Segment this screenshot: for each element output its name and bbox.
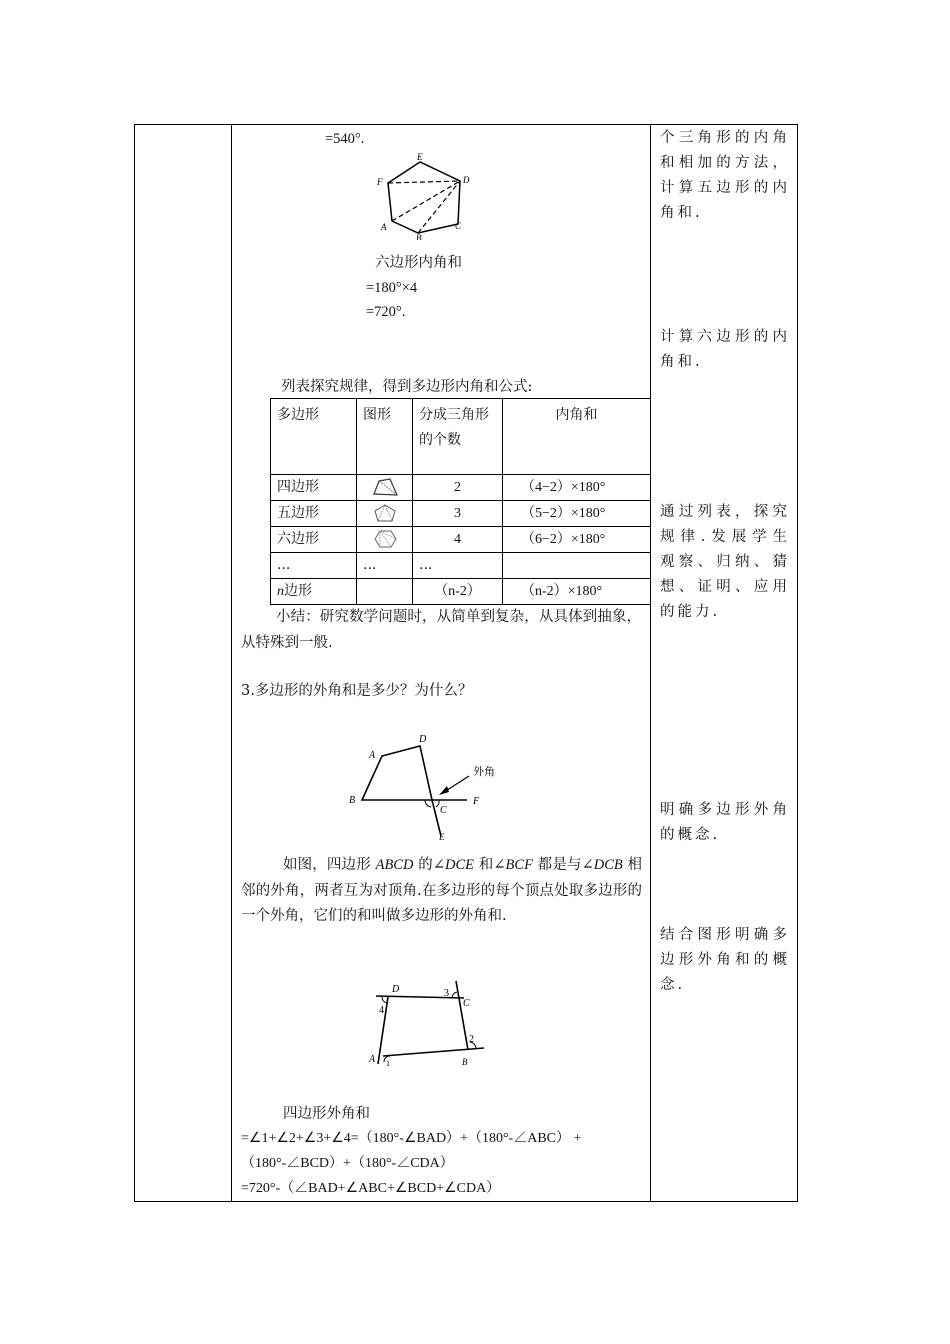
explain-abcd: ABCD: [375, 857, 414, 873]
explain-dcb: DCB: [593, 857, 623, 873]
table-row: [271, 579, 651, 605]
note-table: 通过列表，探究规律.发展学生观察、归纳、猜想、证明、应用的能力.: [660, 504, 790, 620]
explain-dce: DCE: [445, 857, 474, 873]
pent-label-f: F: [377, 177, 383, 187]
col-divider-1: [231, 124, 232, 1202]
explain-bcf: BCF: [505, 857, 533, 873]
row-name: 五边形: [271, 501, 357, 527]
fig2-label-2: 2: [469, 1034, 474, 1045]
row-count: ...: [413, 553, 503, 579]
calc-line1: =∠1+∠2+∠3+∠4=（180°-∠BAD）+（180°-∠ABC） +: [241, 1131, 582, 1146]
table-row: [271, 475, 651, 501]
calc-title: 四边形外角和: [283, 1106, 370, 1122]
row-count: 2: [413, 475, 503, 501]
outer-right-border: [797, 124, 798, 1202]
table-row: [271, 553, 651, 579]
row-sum: （4−2）×180°: [503, 475, 651, 501]
row-figure: [357, 475, 413, 501]
explain-part: 都是与∠: [532, 857, 594, 873]
fig2-label-a: A: [369, 1054, 376, 1065]
pent-label-c: C: [455, 221, 462, 231]
hexagon-icon: [370, 528, 400, 550]
th-polygon: 多边形: [271, 399, 357, 475]
fig1-label-d: D: [419, 734, 427, 745]
row-sum: （5−2）×180°: [503, 501, 651, 527]
row-sum: [503, 553, 651, 579]
question-3: 3.多边形的外角和是多少？为什么？: [241, 683, 473, 699]
fig2-label-4: 4: [379, 1005, 384, 1016]
calc-line3: =720°-（∠BAD+∠ABC+∠BCD+∠CDA）: [241, 1181, 501, 1196]
calc-line2: （180°-∠BCD）+（180°-∠CDA）: [241, 1156, 454, 1171]
fig1-label-f: F: [473, 796, 480, 807]
row-name: 四边形: [271, 475, 357, 501]
explain-part: 和∠: [474, 857, 506, 873]
summary-text: 小结：研究数学问题时，从简单到复杂，从具体到抽象，从特殊到一般.: [241, 609, 641, 651]
result-540: =540°.: [325, 131, 365, 147]
row-count: 4: [413, 527, 503, 553]
row-count: 3: [413, 501, 503, 527]
outer-left-border: [134, 124, 135, 1202]
note-exterior-angle: 明确多边形外角的概念.: [660, 802, 790, 843]
fig2-label-b: B: [462, 1057, 468, 1066]
fig1-arrow-label: 外角: [473, 765, 495, 778]
table-header-row: [271, 399, 651, 475]
hexagon-line1: =180°×4: [366, 280, 418, 296]
pent-label-e: E: [417, 152, 423, 162]
row-sum: （6−2）×180°: [503, 527, 651, 553]
table-row: [271, 501, 651, 527]
th-count: 分成三角形的个数: [413, 399, 503, 475]
row-name: [271, 579, 357, 605]
pentagon-icon: [370, 502, 400, 524]
row-sum: （n-2）×180°: [503, 579, 651, 605]
row-figure: [357, 501, 413, 527]
hexagon-line2: =720°.: [366, 304, 406, 320]
row-count: （n-2）: [413, 579, 503, 605]
fig1-label-c: C: [440, 805, 447, 816]
row-name-suffix: 边形: [284, 583, 312, 599]
row-name-n: n: [277, 584, 284, 599]
pent-label-a: A: [381, 222, 387, 232]
outer-top-border: [134, 124, 798, 125]
polygon-table: [270, 398, 651, 605]
fig2-label-1: 1: [386, 1059, 390, 1066]
table-intro: 列表探究规律，得到多边形内角和公式:: [281, 379, 533, 395]
fig1-label-e: E: [439, 832, 445, 840]
pent-label-b: B: [416, 233, 422, 240]
table-row: [271, 527, 651, 553]
explain-part: 相邻的外角，两者互为对顶角.在多边形的每个顶点处取多边形的一个外角，它们的和叫做多边形的外角和.: [241, 857, 643, 924]
col-divider-2: [650, 124, 651, 1202]
explain-part: 的∠: [413, 857, 445, 873]
fig1-label-b: B: [349, 795, 356, 806]
row-figure: ...: [357, 553, 413, 579]
note-hexagon: 计算六边形的内角和.: [660, 329, 790, 370]
note-exterior-sum: 结合图形明确多边形外角和的概念.: [660, 927, 790, 993]
exterior-angle-figure: [345, 728, 515, 840]
outer-bottom-border: [134, 1201, 798, 1202]
exterior-angle-explanation: [241, 853, 642, 930]
pent-label-d: D: [463, 175, 470, 185]
explain-part: 如图，四边形: [283, 857, 376, 873]
fig1-label-a: A: [369, 750, 376, 761]
quadrilateral-exterior-figure: [364, 976, 494, 1066]
row-figure: [357, 527, 413, 553]
th-figure: 图形: [357, 399, 413, 475]
row-name: 六边形: [271, 527, 357, 553]
hexagon-title: 六边形内角和: [375, 255, 462, 271]
pentagon-figure: [370, 150, 480, 240]
note-pentagon: 个三角形的内角和相加的方法，计算五边形的内角和.: [660, 130, 790, 221]
fig2-label-3: 3: [444, 988, 449, 999]
fig2-label-c: C: [463, 998, 470, 1009]
th-sum: 内角和: [503, 399, 651, 475]
quad-icon: [370, 476, 400, 498]
fig2-label-d: D: [392, 984, 400, 995]
row-name: ...: [271, 553, 357, 579]
row-figure: [357, 579, 413, 605]
